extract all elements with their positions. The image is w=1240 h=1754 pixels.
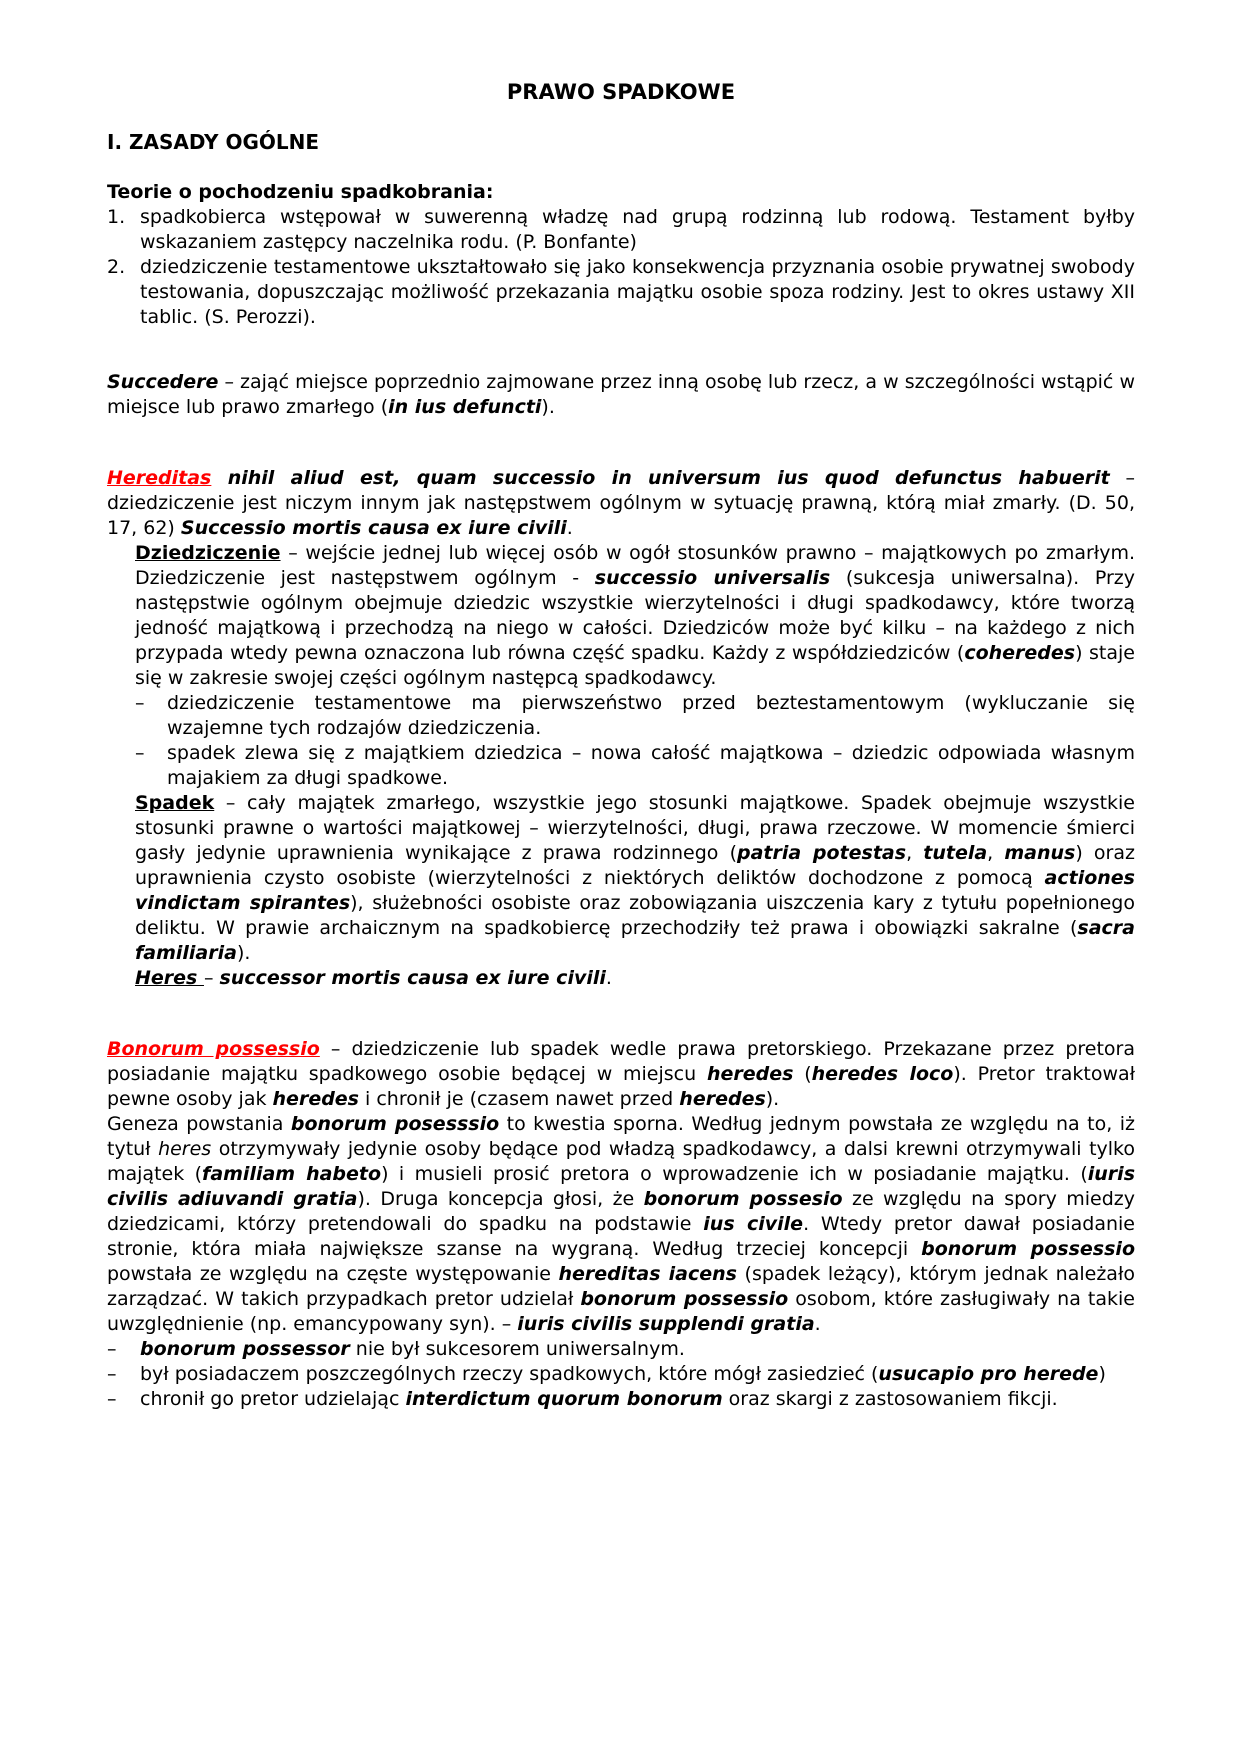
text-run: heredes xyxy=(706,1063,794,1085)
dash-item xyxy=(107,1362,1135,1387)
dash-item xyxy=(135,691,1135,741)
paragraph-bonorum-possessio xyxy=(107,1037,1135,1112)
text-run: bonorum possessio xyxy=(580,1288,789,1310)
text-run: (sukcesja uniwersalna). Przy następstwie ogólnym obejmuje dziedzic wszystkie wierzytelności i długi spadkodawcy, które tworzą jedność majątkową i przechodzą na niego w całości. Dziedziców może być kilku – na każdego z nich przypada wtedy pewna oznaczona lub równa część spadku. Każdy z współdziedziców ( xyxy=(135,567,1135,664)
text-run: heredes loco xyxy=(811,1063,954,1085)
text-run: dziedziczenie testamentowe ma pierwszeństwo przed beztestamentowym (wykluczanie się wzajemne tych rodzajów dziedziczenia. xyxy=(167,692,1135,739)
text-run: – xyxy=(203,967,220,989)
numbered-item xyxy=(107,205,1135,255)
numbered-item xyxy=(107,255,1135,330)
text-run: oraz skargi z zastosowaniem fikcji. xyxy=(722,1388,1058,1410)
paragraph-succedere xyxy=(107,370,1135,420)
text-run: Successio mortis causa ex iure civili xyxy=(180,517,567,539)
list-marker: 1. xyxy=(107,206,126,228)
text-run: Heres xyxy=(135,967,204,989)
text-run: spadkobierca wstępował w suwerenną władzę nad grupą rodzinną lub rodową. Testament byłby wskazaniem zastępcy naczelnika rodu. (P. Bonfante) xyxy=(140,206,1135,253)
text-run: tutela xyxy=(923,842,988,864)
text-run: – zająć miejsce poprzednio zajmowane przez inną osobę lub rzecz, a w szczególności wstąpić w miejsce lub prawo zmarłego ( xyxy=(107,371,1135,418)
list-marker: – xyxy=(107,1363,117,1385)
text-run: . xyxy=(566,517,573,539)
text-run: ). Pretor traktował pewne osoby jak xyxy=(107,1063,1136,1110)
text-run: ). xyxy=(541,396,555,418)
text-run: . xyxy=(814,1313,821,1335)
text-run: heredes xyxy=(679,1088,766,1110)
list-marker: 2. xyxy=(107,256,126,278)
text-run: ) i musieli prosić pretora o wprowadzenie ich w posiadanie majątku. ( xyxy=(381,1163,1088,1185)
text-run: successio universalis xyxy=(594,567,831,589)
text-run: usucapio pro herede xyxy=(878,1363,1099,1385)
text-run: ). Druga koncepcja głosi, że xyxy=(357,1188,644,1210)
text-run: – wejście jednej lub więcej osób w ogół stosunków prawno – majątkowych po zmarłym. Dziedziczenie jest następstwem ogólnym - xyxy=(135,542,1135,589)
text-run: patria potestas xyxy=(736,842,907,864)
text-run: sacra familiaria xyxy=(135,917,1135,964)
text-run: ze względu na spory miedzy dziedzicami, którzy pretendowali do spadku na podstawie xyxy=(107,1188,1135,1235)
text-run: Hereditas xyxy=(107,467,212,489)
text-run: familiam habeto xyxy=(202,1163,382,1185)
paragraph-hereditas xyxy=(107,466,1135,541)
text-run: hereditas iacens xyxy=(558,1263,737,1285)
paragraph-dziedziczenie xyxy=(135,541,1135,691)
text-run: in ius defuncti xyxy=(388,396,542,418)
dash-item xyxy=(107,1337,1135,1362)
text-run: – cały majątek zmarłego, wszystkie jego stosunki majątkowe. Spadek obejmuje wszystkie stosunki prawne o wartości majątkowej – wierzytelności, długi, prawa rzeczowe. W momencie śmierci gasły jedynie uprawnienia wynikające z prawa rodzinnego ( xyxy=(135,792,1135,864)
text-run: bonorum possessio xyxy=(921,1238,1135,1260)
text-run: nie był sukcesorem uniwersalnym. xyxy=(349,1338,685,1360)
paragraph-heading xyxy=(107,180,1135,205)
text-run: ) staje się w zakresie swojej części ogólnym następcą spadkodawcy. xyxy=(135,642,1135,689)
text-run: coheredes xyxy=(964,642,1076,664)
text-run: Geneza powstania xyxy=(107,1113,291,1135)
text-run: otrzymywały jedynie osoby będące pod władzą spadkodawcy, a dalsi krewni otrzymywali tylko majątek ( xyxy=(107,1138,1135,1185)
text-run: successor mortis causa ex iure civili xyxy=(219,967,606,989)
text-run: . Wtedy pretor dawał posiadanie stronie, która miała największe szanse na wygraną. Według trzeciej koncepcji xyxy=(107,1213,1135,1260)
document-title: PRAWO SPADKOWE xyxy=(506,80,736,104)
text-run: spadek zlewa się z majątkiem dziedzica – nowa całość majątkowa – dziedzic odpowiada własnym majakiem za długi spadkowe. xyxy=(167,742,1135,789)
text-run: Dziedziczenie xyxy=(135,542,281,564)
text-run: heres xyxy=(158,1138,212,1160)
text-run: to kwestia sporna. Według jednym powstała ze względu na to, iż tytuł xyxy=(107,1113,1135,1160)
text-run: actiones vindictam spirantes xyxy=(135,867,1135,914)
text-run: ) xyxy=(1098,1363,1106,1385)
text-run: i chronił je (czasem nawet przed xyxy=(359,1088,680,1110)
text-run: Bonorum possessio xyxy=(107,1038,320,1060)
text-run: dziedziczenie testamentowe ukształtowało się jako konsekwencja przyznania osobie prywatnej swobody testowania, dopuszczając możliwość przekazania majątku osobie spoza rodziny. Jest to okres ustawy XII tablic. (S. Perozzi). xyxy=(140,256,1135,328)
text-run: , xyxy=(906,842,924,864)
text-run: Spadek xyxy=(135,792,215,814)
text-run: – dziedziczenie jest niczym innym jak następstwem ogólnym w sytuację prawną, którą miał zmarły. (D. 50, 17, 62) xyxy=(107,467,1135,539)
text-run: był posiadaczem poszczególnych rzeczy spadkowych, które mógł zasiedzieć ( xyxy=(140,1363,879,1385)
section-heading xyxy=(107,130,1135,155)
text-run: ius civile xyxy=(703,1213,804,1235)
text-run: ), służebności osobiste oraz zobowiązania uiszczenia kary z tytułu popełnionego deliktu. W prawie archaicznym na spadkobiercę przechodziły też prawa i obowiązki sakralne ( xyxy=(135,892,1135,939)
paragraph-spadek xyxy=(135,791,1135,966)
text-run: ). xyxy=(236,942,251,964)
text-run: manus xyxy=(1004,842,1076,864)
text-run: bonorum possessor xyxy=(140,1338,350,1360)
text-run: interdictum quorum bonorum xyxy=(405,1388,723,1410)
text-run: ) oraz uprawnienia czysto osobiste (wierzytelności z niektórych deliktów dochodzone z pomocą xyxy=(135,842,1135,889)
text-run: Succedere xyxy=(107,371,219,393)
paragraph-geneza xyxy=(107,1112,1135,1337)
text-run: , xyxy=(987,842,1005,864)
text-run: bonorum possesio xyxy=(643,1188,843,1210)
text-run: – dziedziczenie lub spadek wedle prawa pretorskiego. Przekazane przez pretora posiadanie majątku spadkowego osobie będącej w miejscu xyxy=(107,1038,1135,1085)
text-run: . xyxy=(605,967,612,989)
list-marker: – xyxy=(135,742,145,764)
dash-item xyxy=(107,1387,1135,1412)
paragraph-heres xyxy=(135,966,1135,991)
text-run: heredes xyxy=(272,1088,359,1110)
list-marker: – xyxy=(107,1388,117,1410)
list-marker: – xyxy=(107,1338,117,1360)
document-body xyxy=(107,130,1135,1412)
text-run: Teorie o pochodzeniu spadkobrania: xyxy=(107,181,494,203)
text-run: osobom, które zasługiwały na takie uwzględnienie (np. emancypowany syn). – xyxy=(107,1288,1135,1335)
text-run: iuris civilis adiuvandi gratia xyxy=(107,1163,1135,1210)
text-run: (spadek leżący), którym jednak należało zarządzać. W takich przypadkach pretor udzielał xyxy=(107,1263,1135,1310)
text-run: iuris civilis supplendi gratia xyxy=(517,1313,815,1335)
text-run: ( xyxy=(793,1063,812,1085)
text-run: bonorum posesssio xyxy=(290,1113,500,1135)
text-run: powstała ze względu na częste występowanie xyxy=(107,1263,559,1285)
text-run: ). xyxy=(765,1088,780,1110)
list-marker: – xyxy=(135,692,145,714)
text-run: chronił go pretor udzielając xyxy=(140,1388,406,1410)
text-run: I. ZASADY OGÓLNE xyxy=(107,130,320,154)
text-run: nihil aliud est, quam successio in universum ius quod defunctus habuerit xyxy=(211,467,1110,489)
dash-item xyxy=(135,741,1135,791)
